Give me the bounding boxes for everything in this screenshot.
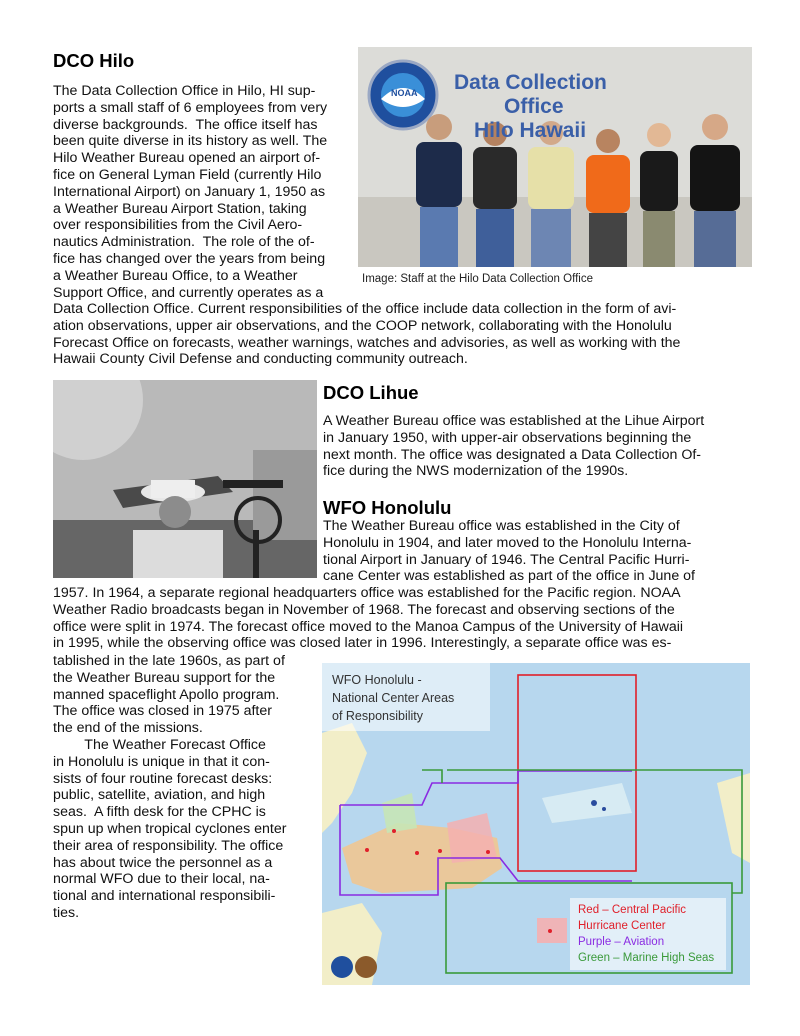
photo-sign-line-2: Office: [504, 95, 564, 118]
areas-of-responsibility-map: [322, 663, 750, 985]
text-line: a Weather Bureau Airport Station, taking: [53, 200, 307, 217]
text-line: been quite diverse in its history as well. The: [53, 133, 328, 150]
text-line: sists of four routine forecast desks:: [53, 770, 273, 787]
text-line: the Weather Bureau support for the: [53, 669, 276, 686]
text-line: Hilo Weather Bureau opened an airport of-: [53, 150, 321, 167]
text-line: seas. A fifth desk for the CPHC is: [53, 804, 266, 821]
text-line: ports a small staff of 6 employees from very: [53, 99, 328, 116]
text-line: tablished in the late 1960s, as part of: [53, 653, 285, 669]
text-line: The Weather Bureau office was established in the City of: [323, 518, 680, 534]
text-line: Honolulu in 1904, and later moved to the Honolulu Interna-: [323, 534, 692, 551]
text-line: nautics Administration. The role of the of-: [53, 234, 315, 251]
photo-sign-line-1: Data Collection: [454, 71, 607, 94]
map-title-line-1: WFO Honolulu -: [332, 673, 422, 687]
heading-dco-lihue: DCO Lihue: [323, 382, 419, 403]
text-line: Weather Radio broadcasts began in November of 1968. The forecast and observing sections of the: [53, 601, 675, 618]
historic-photo: [53, 380, 317, 578]
text-line: manned spaceflight Apollo program.: [53, 686, 280, 703]
text-line: over responsibilities from the Civil Aero-: [53, 217, 303, 234]
text-line: tional and international responsibili-: [53, 888, 276, 905]
text-line: cane Center was established as part of the office in June of: [323, 568, 695, 585]
text-line: The Data Collection Office in Hilo, HI sup-: [53, 83, 316, 99]
text-line: tional Airport in January of 1946. The Central Pacific Hurri-: [323, 551, 690, 568]
text-line: fice during the NWS modernization of the 1990s.: [323, 463, 629, 480]
text-line: in 1995, while the observing office was closed later in 1996. Interestingly, a separate office was es-: [53, 635, 672, 652]
text-line: Hawaii County Civil Defense and conducting community outreach.: [53, 351, 468, 368]
text-line: the end of the missions.: [53, 720, 203, 737]
text-line: Data Collection Office. Current responsibilities of the office include data collection in the form of avi-: [53, 301, 677, 317]
staff-photo-caption: Image: Staff at the Hilo Data Collection Office: [362, 273, 593, 285]
text-line: diverse backgrounds. The office itself has: [53, 116, 318, 133]
text-line: normal WFO due to their local, na-: [53, 871, 270, 888]
photo-sign-line-3: Hilo Hawaii: [474, 119, 587, 142]
text-line: The Weather Forecast Office: [53, 737, 266, 753]
text-line: Forecast Office on forecasts, weather warnings, watches and advisories, as well as working with the: [53, 334, 681, 351]
heading-wfo-honolulu: WFO Honolulu: [323, 497, 452, 518]
text-line: spun up when tropical cyclones enter: [53, 821, 287, 837]
text-line: The office was closed in 1975 after: [53, 703, 272, 720]
historic-photo-illustration: [53, 380, 317, 578]
text-line: a Weather Bureau Office, to a Weather: [53, 267, 298, 284]
map-title-line-2: National Center Areas: [332, 691, 455, 705]
text-line: International Airport) on January 1, 1950 as: [53, 183, 326, 200]
legend-item: Hurricane Center: [578, 920, 666, 932]
text-line: 1957. In 1964, a separate regional headquarters office was established for the Pacific region. NOAA: [53, 585, 681, 601]
text-line: their area of responsibility. The office: [53, 837, 284, 854]
legend-item: Purple – Aviation: [578, 936, 665, 948]
text-line: in January 1950, with upper-air observations beginning the: [323, 429, 692, 446]
text-line: A Weather Bureau office was established at the Lihue Airport: [323, 413, 705, 429]
text-line: public, satellite, aviation, and high: [53, 787, 266, 804]
text-line: Support Office, and currently operates as a: [53, 284, 324, 301]
text-line: has about twice the personnel as a: [53, 854, 273, 871]
text-line: fice on General Lyman Field (currently Hilo: [53, 167, 322, 183]
text-line: ties.: [53, 905, 80, 921]
text-line: ation observations, upper air observations, and the COOP network, collaborating with the Honolulu: [53, 317, 672, 334]
legend-item: Red – Central Pacific: [578, 904, 687, 916]
text-line: office were split in 1974. The forecast office moved to the Manoa Campus of the University of Hawaii: [53, 618, 684, 635]
text-line: in Honolulu is unique in that it con-: [53, 753, 270, 770]
photo-logo-text: NOAA: [391, 88, 418, 98]
text-line: next month. The office was designated a Data Collection Of-: [323, 446, 702, 463]
heading-dco-hilo: DCO Hilo: [53, 50, 135, 71]
text-line: fice has changed over the years from being: [53, 251, 326, 267]
staff-photo: [358, 47, 752, 267]
map-title-line-3: of Responsibility: [332, 709, 424, 723]
legend-item: Green – Marine High Seas: [578, 952, 715, 964]
